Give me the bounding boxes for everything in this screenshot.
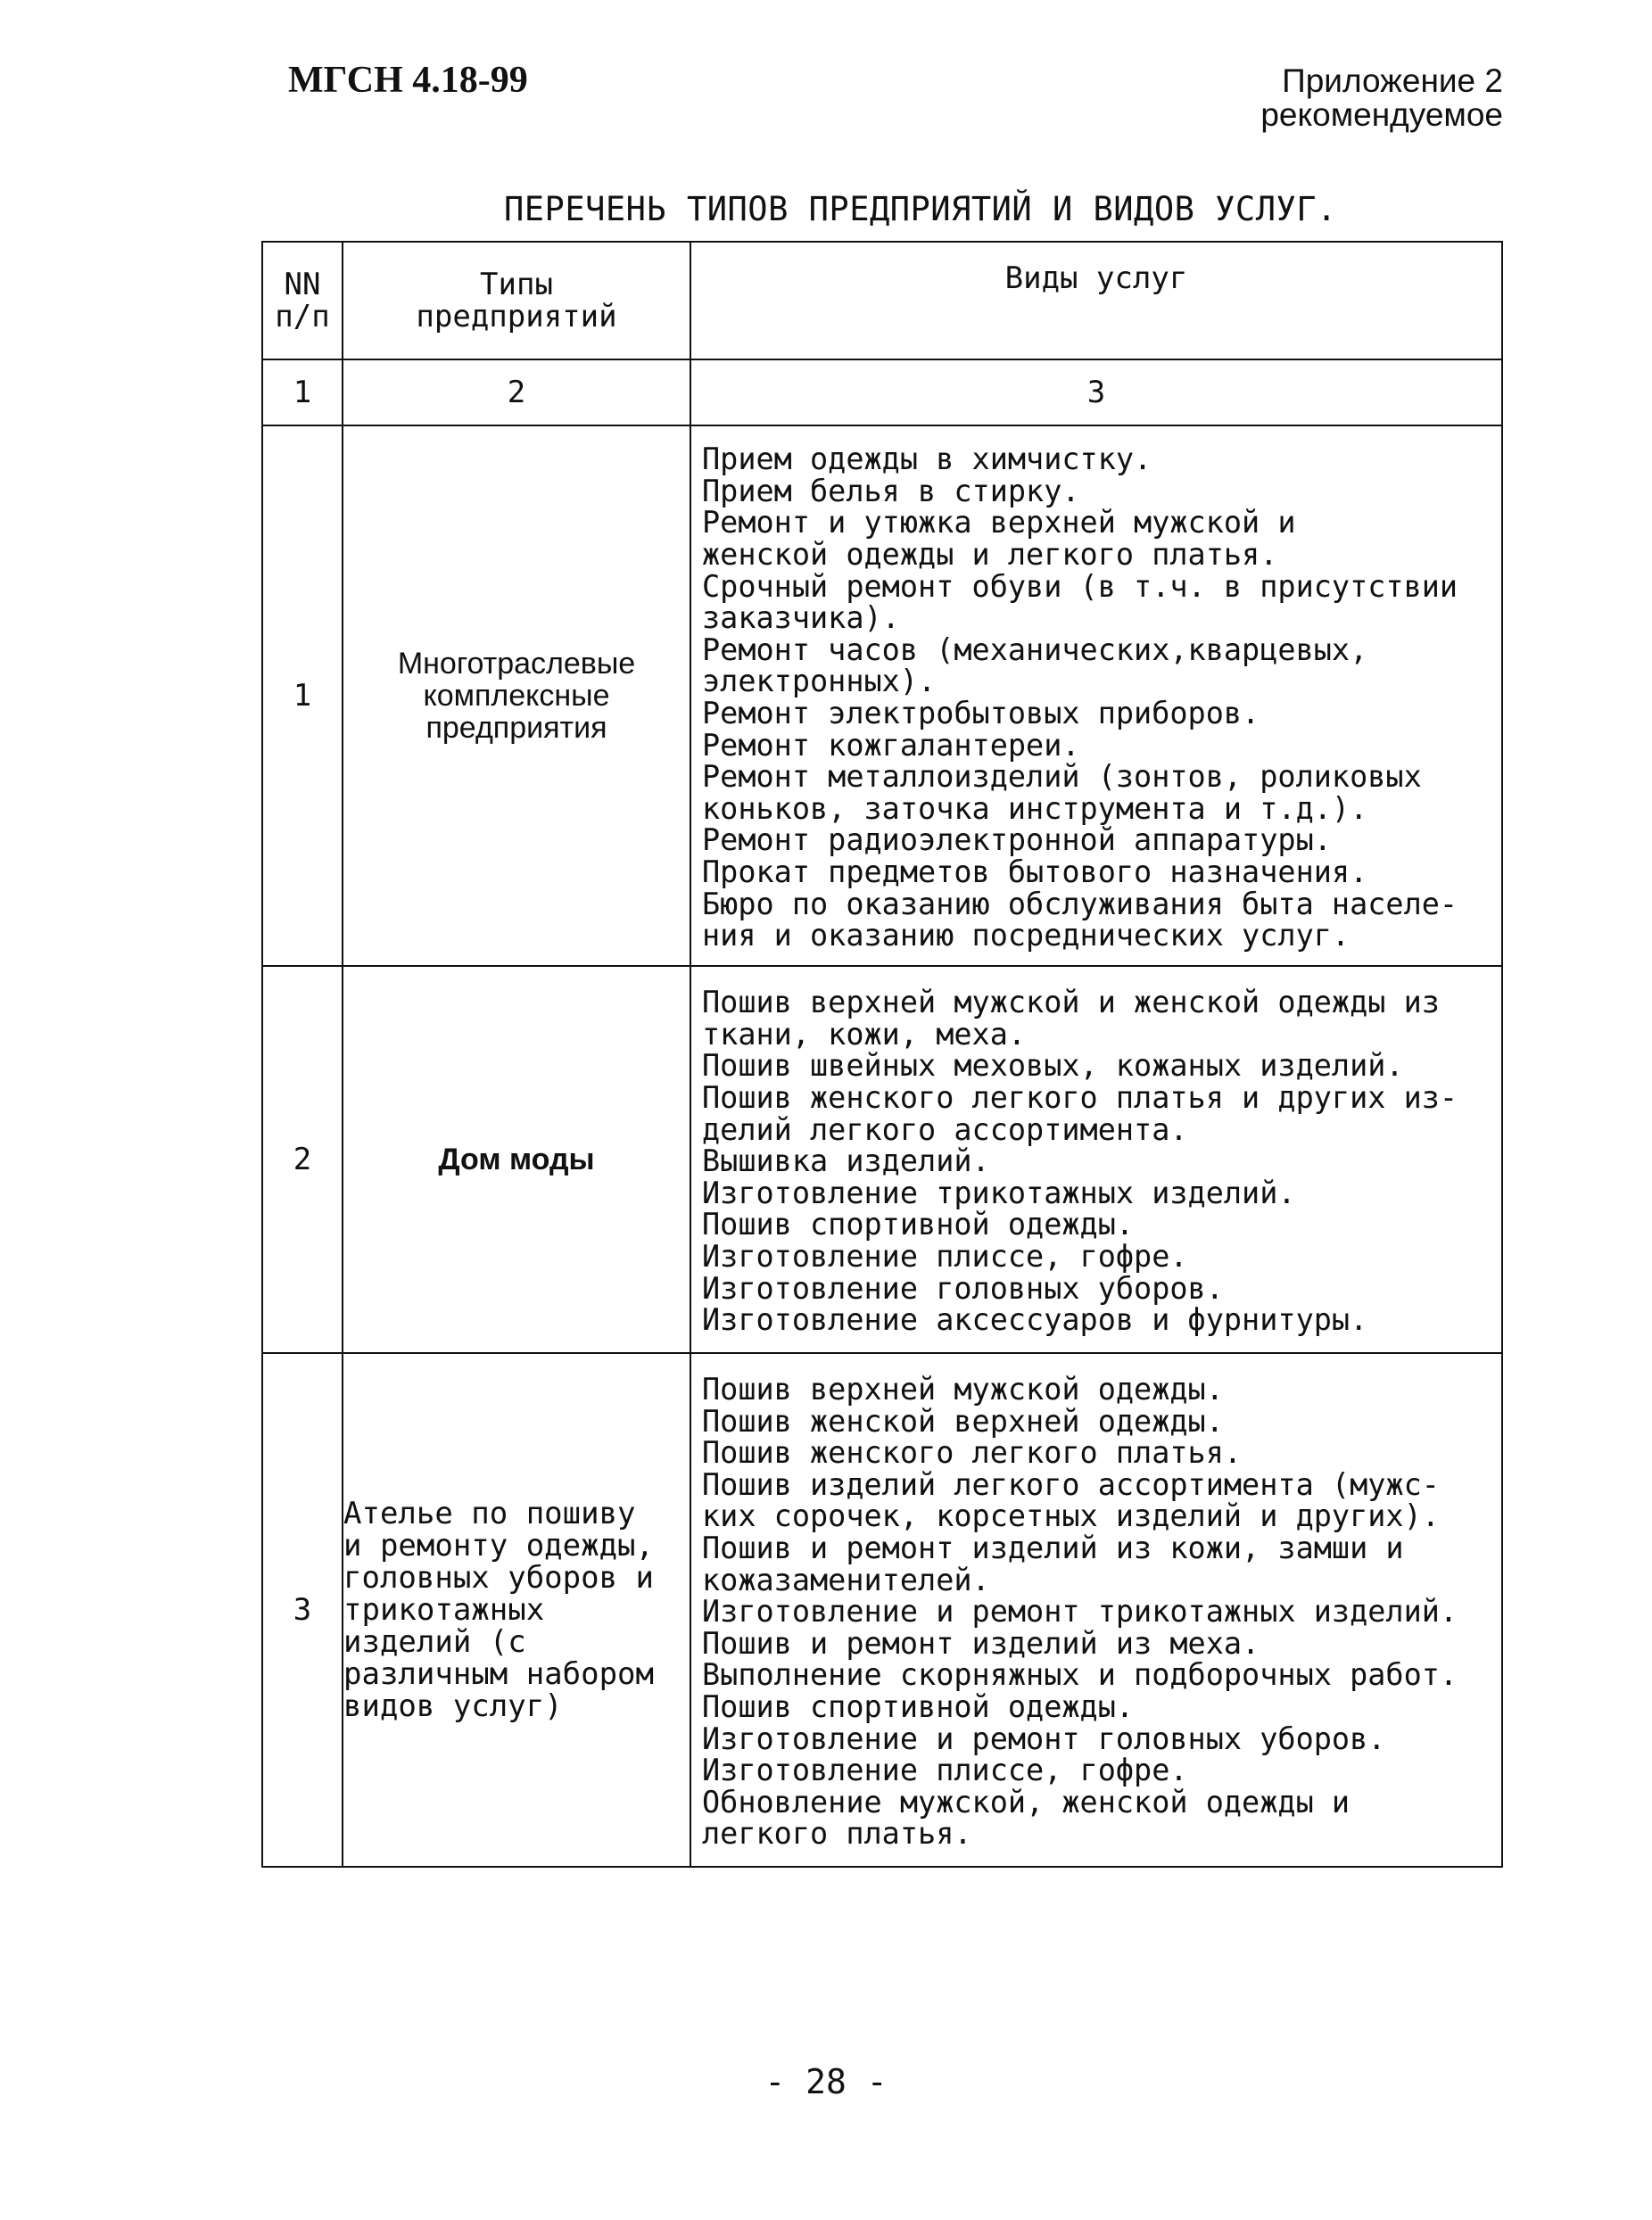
table-row: [262, 425, 1502, 966]
enterprise-type-line: видов услуг): [343, 1688, 563, 1724]
header-number-line1: NN: [284, 267, 321, 302]
services-cell: [690, 1353, 1502, 1867]
service-item: Пошив верхней мужской и женской одежды из: [702, 985, 1440, 1020]
header-services: Виды услуг: [690, 242, 1502, 359]
service-item: Изготовление трикотажных изделий.: [702, 1175, 1296, 1210]
service-item: Обновление мужской, женской одежды и: [702, 1784, 1351, 1820]
service-item: Ремонт металлоизделий (зонтов, роликовых: [702, 759, 1422, 795]
enterprise-type-line: различным набором: [343, 1656, 654, 1692]
service-item: Ремонт электробытовых приборов.: [702, 696, 1260, 730]
service-item: Изготовление головных уборов.: [702, 1270, 1224, 1306]
services-list: [691, 974, 1501, 1345]
page-number: - 28 -: [764, 2062, 888, 2101]
service-item: ких сорочек, корсетных изделий и других).: [702, 1498, 1440, 1534]
enterprise-type-line: и ремонту одежды,: [343, 1528, 654, 1564]
appendix-number: Приложение 2: [1282, 62, 1503, 99]
service-item: Прием белья в стирку.: [702, 473, 1080, 508]
service-item: Пошив верхней мужской одежды.: [702, 1372, 1224, 1407]
header-types-line1: Типы: [480, 267, 553, 302]
service-item: Ремонт кожгалантереи.: [702, 727, 1080, 763]
services-table: [261, 241, 1503, 1868]
service-item: Ремонт часов (механических,кварцевых,: [702, 631, 1368, 667]
header-number: [262, 242, 343, 359]
service-item: Изготовление аксессуаров и фурнитуры.: [702, 1302, 1368, 1338]
enterprise-type-line: изделий (с: [343, 1624, 526, 1660]
enterprise-type: [343, 1353, 690, 1867]
service-item: женской одежды и легкого платья.: [702, 537, 1278, 573]
service-item: Вышивка изделий.: [702, 1143, 990, 1179]
enterprise-type-line: Многотраслевые: [397, 647, 636, 681]
service-item: Прокат предметов бытового назначения.: [702, 854, 1368, 889]
service-item: Ремонт и утюжка верхней мужской и: [702, 505, 1296, 541]
service-item: Срочный ремонт обуви (в т.ч. в присутствии: [702, 568, 1458, 604]
service-item: Пошив женского легкого платья.: [702, 1435, 1243, 1471]
service-item: Изготовление плиссе, гофре.: [702, 1238, 1188, 1274]
appendix-label: [1260, 64, 1503, 132]
column-number-2: 2: [343, 359, 690, 425]
services-list: [691, 1361, 1501, 1859]
service-item: Пошив изделий легкого ассортимента (мужс-: [702, 1466, 1440, 1502]
service-item: Пошив спортивной одежды.: [702, 1688, 1135, 1724]
table-row: [262, 1353, 1502, 1867]
enterprise-type-line: комплексные: [423, 679, 610, 713]
appendix-status: рекомендуемое: [1260, 96, 1503, 133]
service-item: коньков, заточка инструмента и т.д.).: [702, 790, 1368, 826]
service-item: Пошив и ремонт изделий из кожи, замши и: [702, 1531, 1404, 1566]
row-number: 2: [262, 966, 343, 1353]
service-item: Пошив женской верхней одежды.: [702, 1403, 1224, 1439]
row-number: 1: [262, 425, 343, 966]
service-item: заказчика).: [702, 600, 900, 636]
enterprise-type-line: головных уборов и: [343, 1560, 654, 1596]
column-numbers-row: [262, 359, 1502, 425]
service-item: Пошив спортивной одежды.: [702, 1207, 1135, 1242]
column-number-3: 3: [690, 359, 1502, 425]
header-types: [343, 242, 690, 359]
service-item: легкого платья.: [702, 1816, 972, 1852]
services-cell: [690, 966, 1502, 1353]
table-title: ПЕРЕЧЕНЬ ТИПОВ ПРЕДПРИЯТИЙ И ВИДОВ УСЛУГ.: [504, 190, 1337, 228]
enterprise-type-line: Ателье по пошиву: [343, 1496, 636, 1531]
header-types-line2: предприятий: [416, 299, 617, 334]
service-item: Изготовление плиссе, гофре.: [702, 1753, 1188, 1788]
service-item: Прием одежды в химчистку.: [702, 442, 1152, 477]
service-item: Пошив женского легкого платья и других из-: [702, 1080, 1458, 1116]
services-cell: [690, 425, 1502, 966]
service-item: Изготовление и ремонт трикотажных изделий.: [702, 1594, 1458, 1630]
service-item: ния и оказанию посреднических услуг.: [702, 918, 1351, 953]
column-number-1: 1: [262, 359, 343, 425]
service-item: Выполнение скорняжных и подборочных работ.: [702, 1657, 1458, 1693]
service-item: Пошив швейных меховых, кожаных изделий.: [702, 1048, 1404, 1084]
service-item: Пошив и ремонт изделий из меха.: [702, 1625, 1260, 1661]
table-header-row: [262, 242, 1502, 359]
service-item: кожазаменителей.: [702, 1562, 990, 1597]
header-number-line2: п/п: [275, 299, 330, 334]
service-item: делий легкого ассортимента.: [702, 1111, 1188, 1147]
service-item: электронных).: [702, 664, 937, 699]
service-item: Бюро по оказанию обслуживания быта населе-: [702, 886, 1458, 921]
table-row: [262, 966, 1502, 1353]
enterprise-type-line: предприятия: [425, 711, 607, 745]
service-item: ткани, кожи, меха.: [702, 1016, 1027, 1052]
service-item: Изготовление и ремонт головных уборов.: [702, 1721, 1386, 1756]
enterprise-type-line: трикотажных: [343, 1592, 545, 1628]
enterprise-type-line: Дом моды: [438, 1143, 595, 1176]
document-code: МГСН 4.18-99: [288, 60, 528, 101]
enterprise-type: [343, 966, 690, 1353]
row-number: 3: [262, 1353, 343, 1867]
enterprise-type: [343, 425, 690, 966]
service-item: Ремонт радиоэлектронной аппаратуры.: [702, 822, 1332, 858]
services-list: [691, 431, 1501, 961]
